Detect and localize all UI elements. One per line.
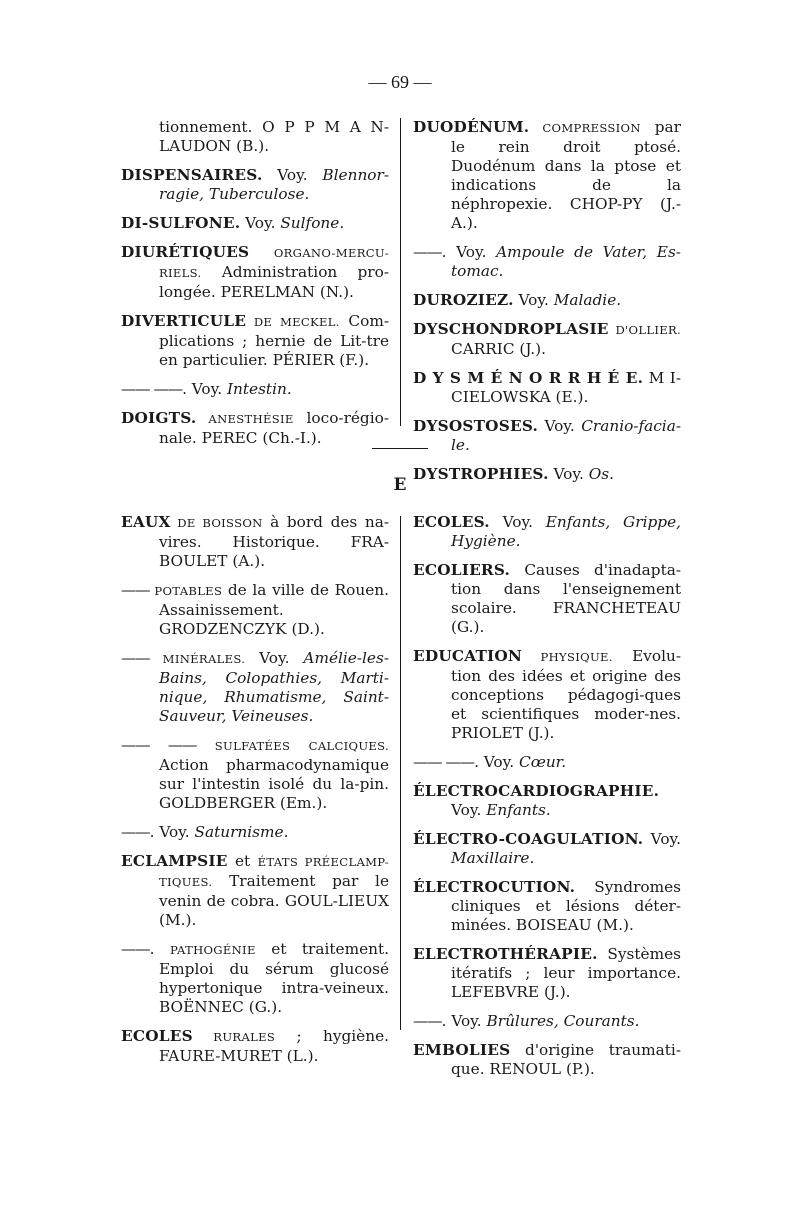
- entry-text: Causes d'inadapta-tion dans l'enseignement scolaire. FRANCHETEAU (G.).: [451, 561, 681, 636]
- index-entry: [121, 243, 389, 302]
- entry-text: Action pharmacodynamique sur l'intestin isolé du la-pin. GOLDBERGER (Em.).: [159, 756, 389, 812]
- index-entry: [413, 561, 681, 637]
- entry-text: Evolu-tion des idées et origine des conceptions pédagogi-ques et scientifiques moder-nes. PRIOLET (J.).: [451, 647, 681, 742]
- entry-subhead: RURALES: [192, 1030, 276, 1044]
- entry-crossref: Maxillaire.: [451, 849, 535, 867]
- entry-headword: DIVERTICULE: [121, 312, 247, 330]
- entry-crossref: Maladie.: [553, 291, 622, 309]
- entry-headword: DOIGTS.: [121, 409, 197, 427]
- entry-text: Syndromes cliniques et lésions déter-minées. BOISEAU (M.).: [451, 878, 681, 934]
- index-entry: [121, 736, 389, 813]
- entry-crossref: Enfants, Grippe, Hygiène.: [451, 513, 681, 550]
- entry-crossref: Ampoule de Vater, Es-tomac.: [451, 243, 681, 280]
- entry-headword: DI-SULFONE.: [121, 214, 241, 232]
- index-entry: [121, 940, 389, 1017]
- index-entry: [413, 291, 681, 310]
- entry-text: Com-plications ; hernie de Lit-tre en particulier. PÉRIER (F.).: [159, 312, 389, 369]
- entry-subhead: SULFATÉES CALCIQUES.: [196, 739, 389, 753]
- index-entry: [413, 830, 681, 868]
- entry-text: Voy.: [548, 465, 589, 483]
- entry-text: par le rein droit ptosé. Duodénum dans la ptose et indications de la néphropexie. CHOP-PY (J.-A.).: [451, 118, 681, 232]
- index-entry: [413, 1041, 681, 1079]
- entry-text: de la ville de Rouen. Assainissement. GRODZENCZYK (D.).: [159, 581, 389, 638]
- index-entry: [121, 513, 389, 571]
- index-entry: [413, 118, 681, 233]
- entry-crossref: Cœur.: [518, 753, 567, 771]
- entry-dash: ——: [121, 940, 150, 958]
- entry-headword: EAUX: [121, 513, 171, 531]
- entry-text: Traitement par le venin de cobra. GOUL-LIEUX (M.).: [159, 872, 389, 929]
- entry-text: .: [149, 940, 170, 958]
- index-entry: [121, 649, 389, 726]
- column-2: [413, 118, 681, 494]
- index-entry: [121, 214, 389, 233]
- entry-headword: ELECTROTHÉRAPIE.: [413, 945, 598, 963]
- entry-text: Administration pro-longée. PERELMAN (N.).: [159, 263, 389, 301]
- entry-text: . Voy.: [474, 753, 519, 771]
- entry-subhead: PHYSIQUE.: [522, 650, 613, 664]
- entry-subhead: POTABLES: [149, 584, 223, 598]
- entry-dash: —— ——: [121, 380, 183, 398]
- entry-headword: ÉLECTRO-COAGULATION.: [413, 830, 644, 848]
- section-letter: E: [393, 475, 407, 495]
- entry-text: Systèmes itératifs ; leur importance. LEFEBVRE (J.).: [451, 945, 681, 1001]
- entry-subhead: MINÉRALES.: [149, 652, 246, 666]
- entry-dash: —— ——: [413, 753, 475, 771]
- index-entry: [121, 852, 389, 930]
- entry-text: et: [227, 852, 258, 870]
- entry-subhead: ORGANO-MERCU-RIELS.: [159, 246, 389, 280]
- entry-text: Voy.: [262, 166, 323, 184]
- entry-crossref: Intestin.: [226, 380, 292, 398]
- index-entry: [413, 320, 681, 359]
- entry-text: Voy.: [240, 214, 281, 232]
- entry-text: . Voy.: [182, 380, 227, 398]
- entry-dash: ——: [413, 243, 442, 261]
- entry-headword: D Y S M É N O R R H É E.: [413, 369, 644, 387]
- index-entry: [121, 581, 389, 639]
- entry-subhead: COMPRESSION: [529, 121, 641, 135]
- index-entry: [121, 312, 389, 370]
- entry-text: ; hygiène. FAURE-MURET (L.).: [159, 1027, 389, 1065]
- entry-text: M I-CIELOWSKA (E.).: [451, 369, 681, 406]
- entry-headword: ECLAMPSIE: [121, 852, 228, 870]
- entry-crossref: Cranio-facia-le.: [451, 417, 681, 454]
- column-1: [121, 118, 389, 458]
- entry-headword: DIURÉTIQUES: [121, 243, 250, 261]
- entry-text: Voy.: [451, 801, 487, 819]
- index-entry: [413, 878, 681, 935]
- entry-text: CARRIC (J.).: [451, 340, 547, 358]
- entry-crossref: Os.: [588, 465, 614, 483]
- column-divider-top: [400, 118, 401, 426]
- index-entry: [413, 945, 681, 1002]
- entry-subhead: ÉTATS PRÉECLAMP-TIQUES.: [159, 855, 389, 889]
- index-entry: [121, 1027, 389, 1066]
- entry-subhead: DE BOISSON: [170, 516, 263, 530]
- entry-text: . Voy.: [441, 243, 497, 261]
- entry-crossref: Brûlures, Courants.: [486, 1012, 640, 1030]
- column-divider-bottom: [400, 516, 401, 1030]
- index-entry: [413, 1012, 681, 1031]
- entry-headword: ÉLECTROCARDIOGRAPHIE.: [413, 782, 660, 800]
- entry-text: Voy.: [538, 417, 582, 435]
- entry-dash: ——: [413, 1012, 442, 1030]
- entry-dash: —— ——: [121, 736, 197, 754]
- entry-headword: DUODÉNUM.: [413, 118, 530, 136]
- entry-headword: DUROZIEZ.: [413, 291, 514, 309]
- entry-subhead: DE MECKEL.: [246, 315, 340, 329]
- entry-text: d'origine traumati-que. RENOUL (P.).: [451, 1041, 681, 1078]
- entry-headword: ECOLES.: [413, 513, 490, 531]
- entry-text: . Voy.: [149, 823, 195, 841]
- index-entry: [413, 647, 681, 743]
- entry-headword: ÉLECTROCUTION.: [413, 878, 576, 896]
- entry-text: Voy.: [643, 830, 681, 848]
- entry-headword: DISPENSAIRES.: [121, 166, 263, 184]
- index-entry: [413, 782, 681, 820]
- entry-crossref: Sulfone.: [280, 214, 345, 232]
- entry-subhead: ANESTHÉSIE: [196, 412, 294, 426]
- entry-text: loco-régio-nale. PEREC (Ch.-I.).: [159, 409, 389, 447]
- index-entry: [413, 243, 681, 281]
- entry-text: Voy.: [489, 513, 546, 531]
- index-entry: [121, 823, 389, 842]
- index-entry: [121, 118, 389, 156]
- index-entry: [413, 753, 681, 772]
- index-entry: [121, 409, 389, 448]
- index-entry: [413, 513, 681, 551]
- entry-headword: EMBOLIES: [413, 1041, 511, 1059]
- entry-headword: DYSCHONDROPLASIE: [413, 320, 609, 338]
- index-entry: [413, 369, 681, 407]
- entry-headword: DYSOSTOSES.: [413, 417, 539, 435]
- entry-headword: EDUCATION: [413, 647, 523, 665]
- entry-headword: DYSTROPHIES.: [413, 465, 549, 483]
- entry-crossref: Saturnisme.: [194, 823, 289, 841]
- entry-crossref: Enfants.: [486, 801, 551, 819]
- entry-text: et traitement. Emploi du sérum glucosé hypertonique intra-veineux. BOËNNEC (G.).: [159, 940, 390, 1016]
- entry-crossref: Blennor-ragie, Tuberculose.: [159, 166, 389, 203]
- entry-text: Voy.: [245, 649, 304, 667]
- entry-text: tionnement. O P P M A N-LAUDON (B.).: [159, 118, 389, 155]
- section-rule: [372, 448, 428, 449]
- entry-headword: ECOLES: [121, 1027, 193, 1045]
- entry-headword: ECOLIERS.: [413, 561, 511, 579]
- entry-dash: ——: [121, 581, 150, 599]
- entry-text: . Voy.: [441, 1012, 487, 1030]
- index-entry: [121, 166, 389, 204]
- entry-text: à bord des na-vires. Historique. FRA-BOULET (A.).: [159, 513, 389, 570]
- page-number: — 69 —: [368, 72, 432, 92]
- index-entry: [413, 417, 681, 455]
- column-4: [413, 513, 681, 1089]
- entry-dash: ——: [121, 823, 150, 841]
- index-entry: [121, 380, 389, 399]
- entry-subhead: PATHOGÉNIE: [169, 943, 256, 957]
- column-3: [121, 513, 389, 1076]
- entry-dash: ——: [121, 649, 150, 667]
- entry-text: Voy.: [513, 291, 554, 309]
- entry-crossref: Amélie-les-Bains, Colopathies, Marti-nique, Rhumatisme, Saint-Sauveur, Veineuses.: [159, 649, 389, 725]
- entry-subhead: D'OLLIER.: [608, 323, 681, 337]
